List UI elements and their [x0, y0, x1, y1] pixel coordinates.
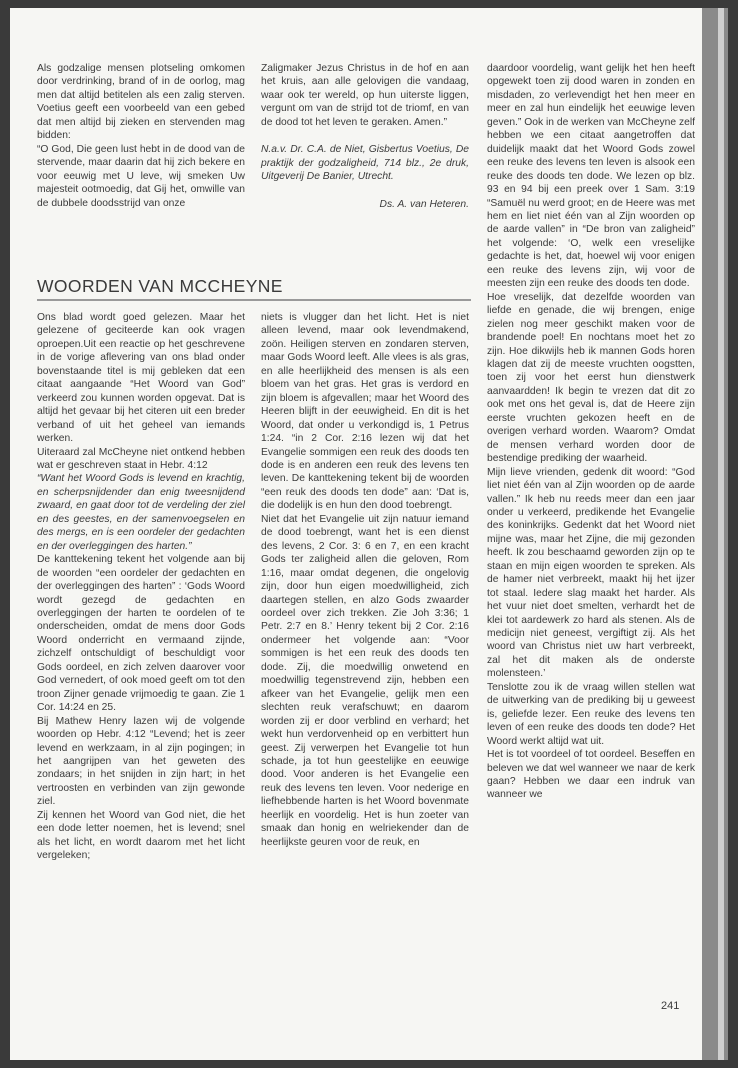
- article-column-1: [37, 311, 245, 863]
- paragraph: Zaligmaker Jezus Christus in de hof en aan het kruis, aan alle gelovigen die vandaag, waar ook ter wereld, op hun uiterste liggen, vergunt om van de strijd tot de triomf, en van de dood tot het leven te geraken. Amen.”: [261, 63, 469, 128]
- author-signature: Ds. A. van Heteren.: [379, 198, 469, 210]
- paragraph: “O God, Die geen lust hebt in de dood van de stervende, maar daarin dat hij zich bekere en voor eeuwig met U leve, wij smeken Uw majesteit ootmoedig, dat Gij het, omwille van de dubbele doodsstrijd van onze: [37, 143, 245, 209]
- paragraph: daardoor voordelig, want gelijk het hen heeft opgewekt toen zij dood waren in zonden en misdaden, zo verlevendigt het hen meer en meer en zal hun eindelijk het eeuwige leven geven.” Ook in de werken van McCheyne zelf hebben we een citaat aangetroffen dat duidelijk maakt dat het Woord Gods zowel een reuke des levens ten leven is alsook een reuke des doods ten dode. We lezen op blz. 93 en 94 bij een preek over 1 Sam. 3:19 “Samuël nu werd groot; en de Heere was met hem en liet niet één van al Zijn woorden op de aarde vallen” in “De bron van zaligheid” het volgende: ‘O, welk een vreselijke gedachte is het, dat, hoewel wij voor enigen een reuke des levens zijn, wij voor de meesten zijn een reuke des doods ten dode.: [487, 63, 695, 290]
- paragraph: Zij kennen het Woord van God niet, die het een dode letter noemen, het is levend; snel als het licht, en wordt daarom met het licht vergeleken;: [37, 809, 245, 862]
- paragraph: Als godzalige mensen plotseling omkomen door verdrinking, brand of in de oorlog, mag men dat altijd betitelen als een zalig sterven. Voetius geeft een voorbeeld van een gebed dat men altijd bij zieken en stervenden mag bidden:: [37, 63, 245, 142]
- paragraph: Hoe vreselijk, dat dezelfde woorden van liefde en genade, die wij brengen, enige zielen nog meer geschikt maken voor de brandende poel! En nochtans moet het zo zijn. Hoe dikwijls heb ik mannen Gods horen klagen dat zij de meeste vruchten oogstten, toen zij voor het eerst hun dienstwerk aanvaardden! Ik begin te vrezen dat dit zo ook met ons het geval is, dat de Heere zijn eerste vruchten gekozen heeft en de overigen verhard worden. Waarom? Omdat de mensen verhard worden door de bestendige prediking der waarheid.: [487, 291, 695, 465]
- paragraph: Uiteraard zal McCheyne niet ontkend hebben wat er geschreven staat in Hebr. 4:12: [37, 446, 245, 471]
- paragraph: Bij Mathew Henry lazen wij de volgende woorden op Hebr. 4:12 “Levend; het is zeer levend en werkzaam, in al zijn pogingen; in het aangrijpen van het geweten des zondaars; in het snijden in zijn hart; in het vertroosten en verbinden van zijn gewonde ziel.: [37, 715, 245, 808]
- page-edge-tab: [702, 8, 728, 1060]
- top-column-2: [261, 62, 469, 211]
- article-column-3: [487, 62, 695, 802]
- paragraph: Tenslotte zou ik de vraag willen stellen wat de uitwerking van de prediking bij u geweest is, geliefde lezer. Een reuke des levens ten leven of een reuke des doods ten dode? Het Woord werkt altijd wat uit.: [487, 681, 695, 747]
- scripture-quote: “Want het Woord Gods is levend en krachtig, en scherpsnijdender dan enig tweesnijdend zwaard, en gaat door tot de verdeling der ziel en des geestes, en der samenvoegselen en des mergs, en is een oordeler der gedachten en der overleggingen des harten.”: [37, 473, 245, 552]
- magazine-page: [10, 8, 728, 1060]
- paragraph: De kanttekening tekent het volgende aan bij de woorden “een oordeler der gedachten en der overleggingen des harten” : ‘Gods Woord wordt gezegd de gedachten en overleggingen der harten te oordelen of te onderscheiden, omdat de mens door Gods Woord onderricht en vermaand zijnde, zichzelf ontschuldigt of beschuldigt voor Gods oordeel, en zich zelven daarover voor God vernedert, of ook moed geeft om tot den troon Zijner genade vrijmoedig te gaan. Zie 1 Cor. 14:24 en 25.: [37, 554, 245, 714]
- paragraph: Ons blad wordt goed gelezen. Maar het gelezene of geciteerde kan ook vragen oproepen.Uit een reactie op het geschrevene in de vorige aflevering van ons blad onder bovenstaande titel is mij gebleken dat een citaat aangaande “Het Woord van God” verkeerd zou kunnen worden opgevat. Dat is altijd het gevaar bij het citeren uit een breder verband of uit het geheel van iemands werken.: [37, 312, 245, 445]
- paragraph: Niet dat het Evangelie uit zijn natuur iemand de dood toebrengt, want het is een dienst des levens, 2 Cor. 3: 6 en 7, en een kracht Gods ter zaligheid allen die geloven, Rom 1:16, maar omdat degenen, die ongelovig zijn, door hun eigen moedwilligheid, zich daartegen stellen, en alzo Gods zwaarder oordeel over zich trekken. Zie Joh 3:36; 1 Petr. 2:7 en 8.’ Henry tekent bij 2 Cor. 2:16 ondermeer het volgende aan: “Voor sommigen is het een reuk des doods ten dode. Zij, die moedwillig onwetend en moedwillig tegenstrevend zijn, hebben een afkeer van het Evangelie, gelijk men een slechten reuk verafschuwt; en daarom worden zij er door verblind en verhard; het wekt hun verdorvenheid op en verbittert hun geest. Zij verwerpen het Evangelie tot hun schade, ja tot hun geestelijke en eeuwige dood. Voor anderen is het Evangelie een reuk des levens ten leven. Voor nederige en liefhebbende harten is het Woord bovenmate heerlijk en voordelig. Het is hun zoeter van smaak dan honig en welriekender dan de heerlijkste geuren voor de reuk, en: [261, 513, 469, 848]
- paragraph: Mijn lieve vrienden, gedenk dit woord: “God liet niet één van al Zijn woorden op de aarde vallen.” Ik heb nu reeds meer dan een jaar onder u verkeerd, predikende het Evangelie des koninkrijks. Gedenkt dat het Woord niet mijne was, maar het Zijne, die mij gezonden heeft. Ik zou beschaamd geworden zijn op te staan en mijn eigen woorden te spreken. Als de hamer niet verbreekt, maakt hij het ijzer tot staal. Iedere slag maakt het harder. Als het vuur niet doet smelten, verhardt het de klei tot aardewerk zo hard als stenen. Als de medicijn niet geneest, vergiftigt zij. Als het woord van Christus niet uw hart verbreekt, zal het dit maken als de onderste molensteen.’: [487, 466, 695, 680]
- article-column-2: [261, 311, 469, 849]
- article-headline: WOORDEN VAN MCCHEYNE: [37, 276, 283, 296]
- headline-rule: [37, 299, 471, 301]
- top-column-1: [37, 62, 245, 210]
- paragraph: Het is tot voordeel of tot oordeel. Beseffen en beleven we dat wel wanneer we naar de kerk gaan? Hebben we daar een indruk van wanneer we: [487, 749, 695, 801]
- page-number: 241: [661, 1000, 680, 1012]
- source-citation: N.a.v. Dr. C.A. de Niet, Gisbertus Voetius, De praktijk der godzaligheid, 714 blz., 2e druk, Uitgeverij De Banier, Utrecht.: [261, 144, 469, 183]
- page-edge-highlight: [718, 8, 724, 1060]
- paragraph: niets is vlugger dan het licht. Het is niet alleen levend, maar ook levendmakend, zoön. Heiligen sterven en zondaren sterven, maar Gods Woord leeft. Alle vlees is als gras, en alle heerlijkheid des mensen is als een bloem van het gras. Het gras is verdord en zijn bloem is afgevallen; maar het Woord des Heeren blijft in der eeuwigheid. En dit is het Woord, dat onder u verkondigd is, 1 Petrus 1:24. “in 2 Cor. 2:16 lezen wij dat het Evangelie sommigen een reuk des doods ten dode is en anderen een reuk des levens ten leven. De kanttekening tekent bij de woorden “een reuk des doods ten dode” aan: ‘Dat is, die dodelijk is en hun den dood toebrengt.: [261, 312, 469, 512]
